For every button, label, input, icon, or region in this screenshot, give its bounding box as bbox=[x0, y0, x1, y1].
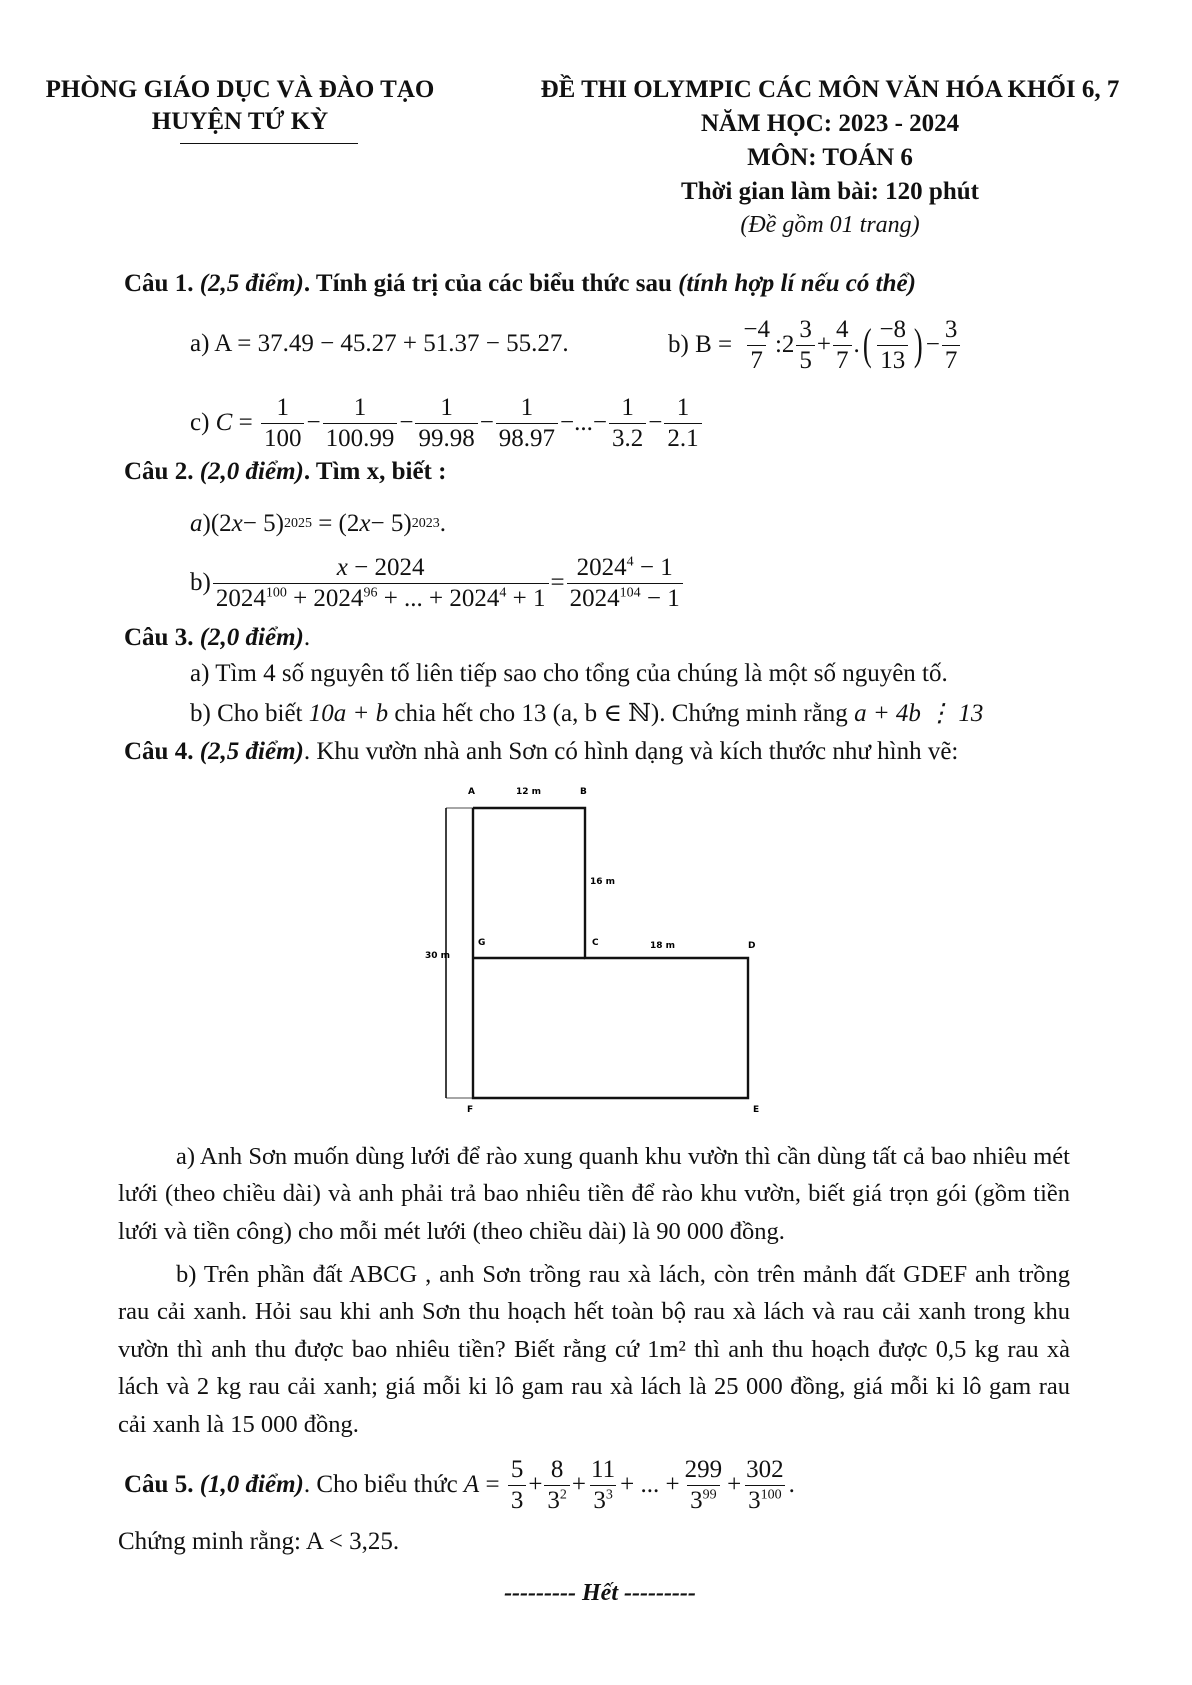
department-name: PHÒNG GIÁO DỤC VÀ ĐÀO TẠO bbox=[45, 76, 435, 103]
question-2-points: (2,0 điểm) bbox=[199, 458, 304, 485]
point-e-label: E bbox=[753, 1105, 760, 1115]
question-4-text: . Khu vườn nhà anh Sơn có hình dạng và kích thước như hình vẽ: bbox=[303, 738, 959, 765]
exam-time: Thời gian làm bài: 120 phút bbox=[681, 178, 979, 205]
page-count: (Đề gồm 01 trang) bbox=[740, 212, 920, 238]
question-5-label: Câu 5. bbox=[124, 1471, 194, 1498]
point-g-label: G bbox=[478, 938, 486, 948]
dim-af-label: 30 m bbox=[425, 951, 451, 961]
subject: MÔN: TOÁN 6 bbox=[747, 144, 913, 171]
question-3-points: (2,0 điểm) bbox=[199, 624, 304, 651]
question-1-points: (2,5 điểm) bbox=[199, 270, 304, 297]
question-1-heading bbox=[124, 270, 916, 298]
exam-title: ĐỀ THI OLYMPIC CÁC MÔN VĂN HÓA KHỐI 6, 7 bbox=[540, 76, 1120, 103]
question-4-points: (2,5 điểm) bbox=[199, 738, 304, 765]
garden-figure bbox=[400, 780, 780, 1120]
point-b-label: B bbox=[580, 787, 587, 797]
point-d-label: D bbox=[748, 941, 756, 951]
q2-part-a: a )(2 x − 5) 2025 = (2 x − 5) 2023 . bbox=[190, 510, 446, 537]
dim-cd-label: 18 m bbox=[650, 941, 676, 951]
q3-b-expr-3: a + 4b ⋮ 13 bbox=[854, 700, 984, 727]
q5-prove: Chứng minh rằng: A < 3,25. bbox=[118, 1528, 400, 1555]
end-marker: --------- Hết --------- bbox=[504, 1580, 696, 1606]
dim-ab-label: 12 m bbox=[516, 787, 542, 797]
question-5-text: . Cho biểu thức bbox=[303, 1471, 458, 1498]
question-3-text: . bbox=[303, 624, 311, 651]
garden-outline bbox=[473, 808, 748, 1098]
q3-b-text-1: b) Cho biết bbox=[190, 700, 309, 727]
q4-part-b: b) Trên phần đất ABCG , anh Sơn trồng rau xà lách, còn trên mảnh đất GDEF anh trồng rau cải xanh. Hỏi sau khi anh Sơn thu hoạch hết toàn bộ rau xà lách và rau cải xanh trong khu vườn thì anh thu được bao nhiêu tiền? Biết rằng cứ 1m² thì anh thu hoạch được 0,5 kg rau xà lách và 2 kg rau cải xanh; giá mỗi ki lô gam rau xà lách là 25 000 đồng, giá mỗi ki lô gam rau cải xanh là 15 000 đồng. bbox=[118, 1261, 1070, 1438]
question-3-heading bbox=[124, 624, 310, 652]
q1-b-prefix: b) B = bbox=[668, 331, 733, 358]
q4-part-a: a) Anh Sơn muốn dùng lưới để rào xung quanh khu vườn thì cần dùng tất cả bao nhiêu mét lưới (theo chiều dài) và anh phải trả bao nhiêu tiền để rào khu vườn, biết giá trọn gói (gồm tiền lưới và tiền công) cho mỗi mét lưới (theo chiều dài) là 90 000 đồng. bbox=[118, 1143, 1070, 1245]
header-underline bbox=[180, 143, 358, 144]
question-2-heading bbox=[124, 458, 446, 486]
question-3-label: Câu 3. bbox=[124, 624, 194, 651]
q1-part-c: c) C = $\frac{1}{100}$ − $\frac{1}{100.99}$ − $\frac{1}{99.98}$ − $\frac{1}{98.97}$ −...− $\frac{1}{3.2}$ − $\frac{1}{2.1}$ bbox=[190, 388, 704, 458]
dim-bc-label: 16 m bbox=[590, 877, 616, 887]
q1-part-a: a) A = 37.49 − 45.27 + 51.37 − 55.27. bbox=[190, 330, 569, 357]
q3-b-text-3: . Chứng minh rằng bbox=[659, 700, 855, 727]
question-4-label: Câu 4. bbox=[124, 738, 194, 765]
question-4-heading bbox=[124, 738, 958, 766]
q1-c-prefix: c) bbox=[190, 409, 210, 436]
q3-b-expr-2: (a, b ∈ ℕ) bbox=[552, 700, 660, 727]
question-1-text: . Tính giá trị của các biểu thức sau bbox=[303, 270, 672, 297]
question-5: Câu 5. (1,0 điểm) . Cho biểu thức A = $\frac{5}{3}$ + $\frac{8}{3^2}$ + $\frac{11}{3^3}$ + ... + $\frac{299}{3^{99}}$ + $\frac{302}{3^{100}}$ . bbox=[124, 1456, 795, 1514]
point-a-label: A bbox=[468, 787, 475, 797]
school-year: NĂM HỌC: 2023 - 2024 bbox=[700, 110, 960, 137]
question-5-points: (1,0 điểm) bbox=[199, 1471, 304, 1498]
q3-b-expr-1: 10a + b bbox=[308, 700, 389, 727]
q1-part-b: b) B = $\frac{-4}{7}$ :2 $\frac{3}{5}$ + $\frac{4}{7}$ . ( $\frac{-8}{13}$ ) − $\frac{3}{7}$ bbox=[668, 310, 962, 380]
point-f-label: F bbox=[467, 1105, 474, 1115]
question-2-text: . Tìm x, biết : bbox=[303, 458, 447, 485]
question-1-label: Câu 1. bbox=[124, 270, 194, 297]
question-1-hint: (tính hợp lí nếu có thể) bbox=[678, 270, 916, 297]
point-c-label: C bbox=[592, 938, 599, 948]
q3-b-text-2: chia hết cho 13 bbox=[388, 700, 553, 727]
q3-part-b bbox=[190, 698, 983, 728]
district-name: HUYỆN TỨ KỲ bbox=[151, 108, 329, 135]
q2-part-b: b) $\frac{x - 2024}{2024^{100} + 2024^{96} + ... + 2024^4 + 1}$ = $\frac{2024^4 - 1}{2024^{104} - 1}$ bbox=[190, 548, 685, 618]
q3-part-a: a) Tìm 4 số nguyên tố liên tiếp sao cho tổng của chúng là một số nguyên tố. bbox=[190, 660, 948, 687]
question-2-label: Câu 2. bbox=[124, 458, 194, 485]
